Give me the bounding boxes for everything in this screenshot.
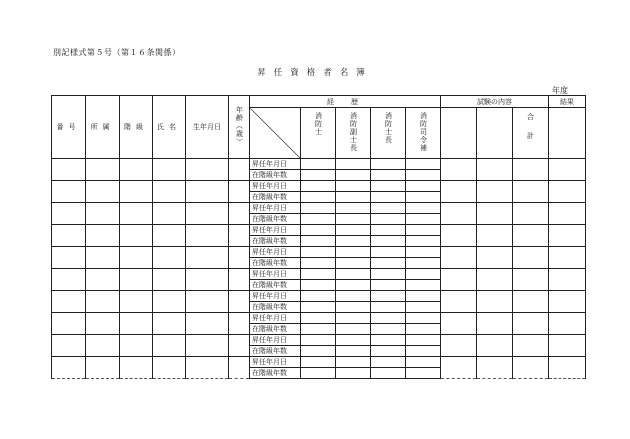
career-date-cell xyxy=(301,181,336,192)
career-date-cell xyxy=(371,181,406,192)
exam-score-cell xyxy=(441,335,477,357)
career-years-cell xyxy=(371,280,406,291)
career-years-cell xyxy=(336,192,371,203)
promotion-date-label: 昇任年月日 xyxy=(250,291,301,302)
exam-column-2 xyxy=(477,108,513,159)
career-date-cell xyxy=(406,225,441,236)
table-row xyxy=(52,335,586,346)
career-date-cell xyxy=(336,159,371,170)
exam-score-cell xyxy=(477,247,513,269)
career-date-cell xyxy=(301,225,336,236)
affiliation-cell xyxy=(86,335,120,357)
years-in-rank-label: 在階級年数 xyxy=(250,302,301,313)
number-cell xyxy=(52,313,86,335)
candidate-roster-table xyxy=(51,95,586,379)
career-years-cell xyxy=(371,368,406,379)
age-cell xyxy=(229,291,250,313)
number-cell xyxy=(52,335,86,357)
career-years-cell xyxy=(406,324,441,335)
career-date-cell xyxy=(336,313,371,324)
career-date-cell xyxy=(336,247,371,258)
rank-cell xyxy=(120,357,153,379)
years-in-rank-label: 在階級年数 xyxy=(250,368,301,379)
career-date-cell xyxy=(301,269,336,280)
exam-score-cell xyxy=(513,159,549,181)
career-years-cell xyxy=(301,192,336,203)
name-cell xyxy=(153,225,186,247)
affiliation-cell xyxy=(86,225,120,247)
exam-score-cell xyxy=(441,181,477,203)
career-date-cell xyxy=(406,269,441,280)
exam-score-cell xyxy=(477,313,513,335)
table-row xyxy=(52,181,586,192)
table-row xyxy=(52,313,586,324)
age-cell xyxy=(229,159,250,181)
career-years-cell xyxy=(371,214,406,225)
header-rank: 階級 xyxy=(120,96,153,159)
exam-score-cell xyxy=(513,225,549,247)
name-cell xyxy=(153,357,186,379)
career-date-cell xyxy=(406,313,441,324)
affiliation-cell xyxy=(86,357,120,379)
exam-score-cell xyxy=(441,313,477,335)
promotion-date-label: 昇任年月日 xyxy=(250,247,301,258)
career-years-cell xyxy=(371,302,406,313)
career-years-cell xyxy=(336,346,371,357)
rank-cell xyxy=(120,313,153,335)
career-years-cell xyxy=(371,170,406,181)
career-date-cell xyxy=(406,247,441,258)
career-years-cell xyxy=(406,192,441,203)
name-cell xyxy=(153,181,186,203)
career-date-cell xyxy=(406,335,441,346)
result-cell xyxy=(549,181,586,203)
career-date-cell xyxy=(301,313,336,324)
career-date-cell xyxy=(371,313,406,324)
exam-score-cell xyxy=(477,159,513,181)
birth-date-cell xyxy=(186,225,229,247)
affiliation-cell xyxy=(86,159,120,181)
career-years-cell xyxy=(336,280,371,291)
form-reference: 別記様式第５号（第１６条関係） xyxy=(53,48,181,57)
career-years-cell xyxy=(336,324,371,335)
age-cell xyxy=(229,357,250,379)
header-age: 年齢（歳） xyxy=(235,106,244,146)
rank-cell xyxy=(120,335,153,357)
table-row xyxy=(52,291,586,302)
exam-score-cell xyxy=(477,203,513,225)
career-years-cell xyxy=(336,170,371,181)
name-cell xyxy=(153,313,186,335)
career-date-cell xyxy=(371,247,406,258)
rank-cell xyxy=(120,181,153,203)
result-cell xyxy=(549,335,586,357)
header-name: 氏名 xyxy=(153,96,186,159)
affiliation-cell xyxy=(86,247,120,269)
career-date-cell xyxy=(371,159,406,170)
result-cell xyxy=(549,247,586,269)
result-column xyxy=(549,108,586,159)
career-years-cell xyxy=(336,302,371,313)
result-cell xyxy=(549,269,586,291)
rank-cell xyxy=(120,159,153,181)
career-years-cell xyxy=(406,368,441,379)
promotion-date-label: 昇任年月日 xyxy=(250,181,301,192)
birth-date-cell xyxy=(186,291,229,313)
name-cell xyxy=(153,335,186,357)
age-cell xyxy=(229,269,250,291)
years-in-rank-label: 在階級年数 xyxy=(250,324,301,335)
rank-cell xyxy=(120,203,153,225)
promotion-date-label: 昇任年月日 xyxy=(250,159,301,170)
promotion-date-label: 昇任年月日 xyxy=(250,357,301,368)
age-cell xyxy=(229,225,250,247)
name-cell xyxy=(153,269,186,291)
career-date-cell xyxy=(301,291,336,302)
career-date-cell xyxy=(336,357,371,368)
career-date-cell xyxy=(406,203,441,214)
career-years-cell xyxy=(371,346,406,357)
result-cell xyxy=(549,159,586,181)
number-cell xyxy=(52,159,86,181)
header-total: 合計 xyxy=(526,113,535,151)
career-date-cell xyxy=(301,159,336,170)
promotion-date-label: 昇任年月日 xyxy=(250,225,301,236)
career-date-cell xyxy=(336,291,371,302)
career-years-cell xyxy=(301,346,336,357)
number-cell xyxy=(52,203,86,225)
table-row xyxy=(52,203,586,214)
age-cell xyxy=(229,247,250,269)
name-cell xyxy=(153,159,186,181)
career-years-cell xyxy=(301,302,336,313)
career-date-cell xyxy=(301,357,336,368)
career-years-cell xyxy=(336,258,371,269)
career-years-cell xyxy=(371,192,406,203)
name-cell xyxy=(153,291,186,313)
career-years-cell xyxy=(301,324,336,335)
career-date-cell xyxy=(406,291,441,302)
years-in-rank-label: 在階級年数 xyxy=(250,258,301,269)
affiliation-cell xyxy=(86,269,120,291)
header-result: 結果 xyxy=(549,96,586,108)
name-cell xyxy=(153,203,186,225)
exam-score-cell xyxy=(441,247,477,269)
exam-score-cell xyxy=(477,357,513,379)
career-date-cell xyxy=(371,357,406,368)
career-years-cell xyxy=(301,280,336,291)
rank-cell xyxy=(120,225,153,247)
result-cell xyxy=(549,313,586,335)
career-date-cell xyxy=(371,203,406,214)
years-in-rank-label: 在階級年数 xyxy=(250,236,301,247)
fiscal-year-label: 年度 xyxy=(552,86,568,95)
table-row xyxy=(52,247,586,258)
promotion-date-label: 昇任年月日 xyxy=(250,335,301,346)
table-row xyxy=(52,225,586,236)
career-years-cell xyxy=(406,346,441,357)
exam-score-cell xyxy=(441,357,477,379)
number-cell xyxy=(52,357,86,379)
career-date-cell xyxy=(371,335,406,346)
career-years-cell xyxy=(336,368,371,379)
promotion-date-label: 昇任年月日 xyxy=(250,203,301,214)
result-cell xyxy=(549,225,586,247)
affiliation-cell xyxy=(86,313,120,335)
exam-score-cell xyxy=(513,313,549,335)
career-date-cell xyxy=(301,247,336,258)
career-date-cell xyxy=(406,159,441,170)
career-date-cell xyxy=(336,203,371,214)
number-cell xyxy=(52,181,86,203)
exam-score-cell xyxy=(513,357,549,379)
header-diagonal-cell xyxy=(250,108,301,159)
page-title: 昇任資格者名簿 xyxy=(257,68,373,78)
years-in-rank-label: 在階級年数 xyxy=(250,214,301,225)
number-cell xyxy=(52,247,86,269)
career-years-cell xyxy=(406,258,441,269)
exam-score-cell xyxy=(513,291,549,313)
birth-date-cell xyxy=(186,357,229,379)
rank-cell xyxy=(120,291,153,313)
role-fire-sergeant: 消防士長 xyxy=(384,112,393,144)
birth-date-cell xyxy=(186,181,229,203)
affiliation-cell xyxy=(86,203,120,225)
rank-cell xyxy=(120,247,153,269)
career-years-cell xyxy=(301,368,336,379)
table-row xyxy=(52,357,586,368)
header-affiliation: 所属 xyxy=(86,96,120,159)
career-date-cell xyxy=(371,291,406,302)
role-firefighter: 消防士 xyxy=(314,112,323,136)
exam-column-1 xyxy=(441,108,477,159)
years-in-rank-label: 在階級年数 xyxy=(250,192,301,203)
exam-score-cell xyxy=(441,225,477,247)
exam-score-cell xyxy=(513,203,549,225)
rank-cell xyxy=(120,269,153,291)
birth-date-cell xyxy=(186,335,229,357)
result-cell xyxy=(549,357,586,379)
birth-date-cell xyxy=(186,203,229,225)
exam-score-cell xyxy=(441,291,477,313)
career-years-cell xyxy=(336,214,371,225)
header-career: 経 歴 xyxy=(250,96,441,108)
career-date-cell xyxy=(336,225,371,236)
age-cell xyxy=(229,203,250,225)
table-row xyxy=(52,159,586,170)
career-years-cell xyxy=(371,324,406,335)
age-cell xyxy=(229,313,250,335)
exam-score-cell xyxy=(477,269,513,291)
exam-score-cell xyxy=(513,335,549,357)
career-years-cell xyxy=(301,258,336,269)
career-date-cell xyxy=(301,335,336,346)
career-date-cell xyxy=(371,269,406,280)
number-cell xyxy=(52,225,86,247)
result-cell xyxy=(549,291,586,313)
header-birth-date: 生年月日 xyxy=(186,96,229,159)
exam-score-cell xyxy=(441,159,477,181)
number-cell xyxy=(52,269,86,291)
header-number: 番号 xyxy=(52,96,86,159)
career-date-cell xyxy=(336,181,371,192)
promotion-date-label: 昇任年月日 xyxy=(250,269,301,280)
birth-date-cell xyxy=(186,269,229,291)
career-years-cell xyxy=(406,170,441,181)
number-cell xyxy=(52,291,86,313)
birth-date-cell xyxy=(186,247,229,269)
age-cell xyxy=(229,335,250,357)
promotion-date-label: 昇任年月日 xyxy=(250,313,301,324)
career-date-cell xyxy=(371,225,406,236)
career-years-cell xyxy=(406,236,441,247)
career-years-cell xyxy=(371,236,406,247)
career-years-cell xyxy=(301,170,336,181)
exam-score-cell xyxy=(441,269,477,291)
role-assistant-fire-lieutenant: 消防司令補 xyxy=(419,112,428,152)
career-date-cell xyxy=(406,357,441,368)
affiliation-cell xyxy=(86,291,120,313)
career-years-cell xyxy=(371,258,406,269)
career-years-cell xyxy=(301,236,336,247)
exam-score-cell xyxy=(513,247,549,269)
exam-score-cell xyxy=(477,225,513,247)
years-in-rank-label: 在階級年数 xyxy=(250,280,301,291)
career-date-cell xyxy=(406,181,441,192)
exam-score-cell xyxy=(477,291,513,313)
career-years-cell xyxy=(301,214,336,225)
exam-score-cell xyxy=(477,335,513,357)
exam-score-cell xyxy=(513,269,549,291)
role-senior-firefighter: 消防副士長 xyxy=(349,112,358,152)
birth-date-cell xyxy=(186,313,229,335)
career-date-cell xyxy=(336,269,371,280)
exam-score-cell xyxy=(513,181,549,203)
career-years-cell xyxy=(406,280,441,291)
table-row xyxy=(52,269,586,280)
years-in-rank-label: 在階級年数 xyxy=(250,170,301,181)
career-years-cell xyxy=(336,236,371,247)
career-years-cell xyxy=(406,302,441,313)
header-exam-content: 試験の内容 xyxy=(441,96,549,108)
career-years-cell xyxy=(406,214,441,225)
career-date-cell xyxy=(336,335,371,346)
age-cell xyxy=(229,181,250,203)
career-date-cell xyxy=(301,203,336,214)
name-cell xyxy=(153,247,186,269)
exam-score-cell xyxy=(441,203,477,225)
exam-score-cell xyxy=(477,181,513,203)
result-cell xyxy=(549,203,586,225)
birth-date-cell xyxy=(186,159,229,181)
years-in-rank-label: 在階級年数 xyxy=(250,346,301,357)
affiliation-cell xyxy=(86,181,120,203)
